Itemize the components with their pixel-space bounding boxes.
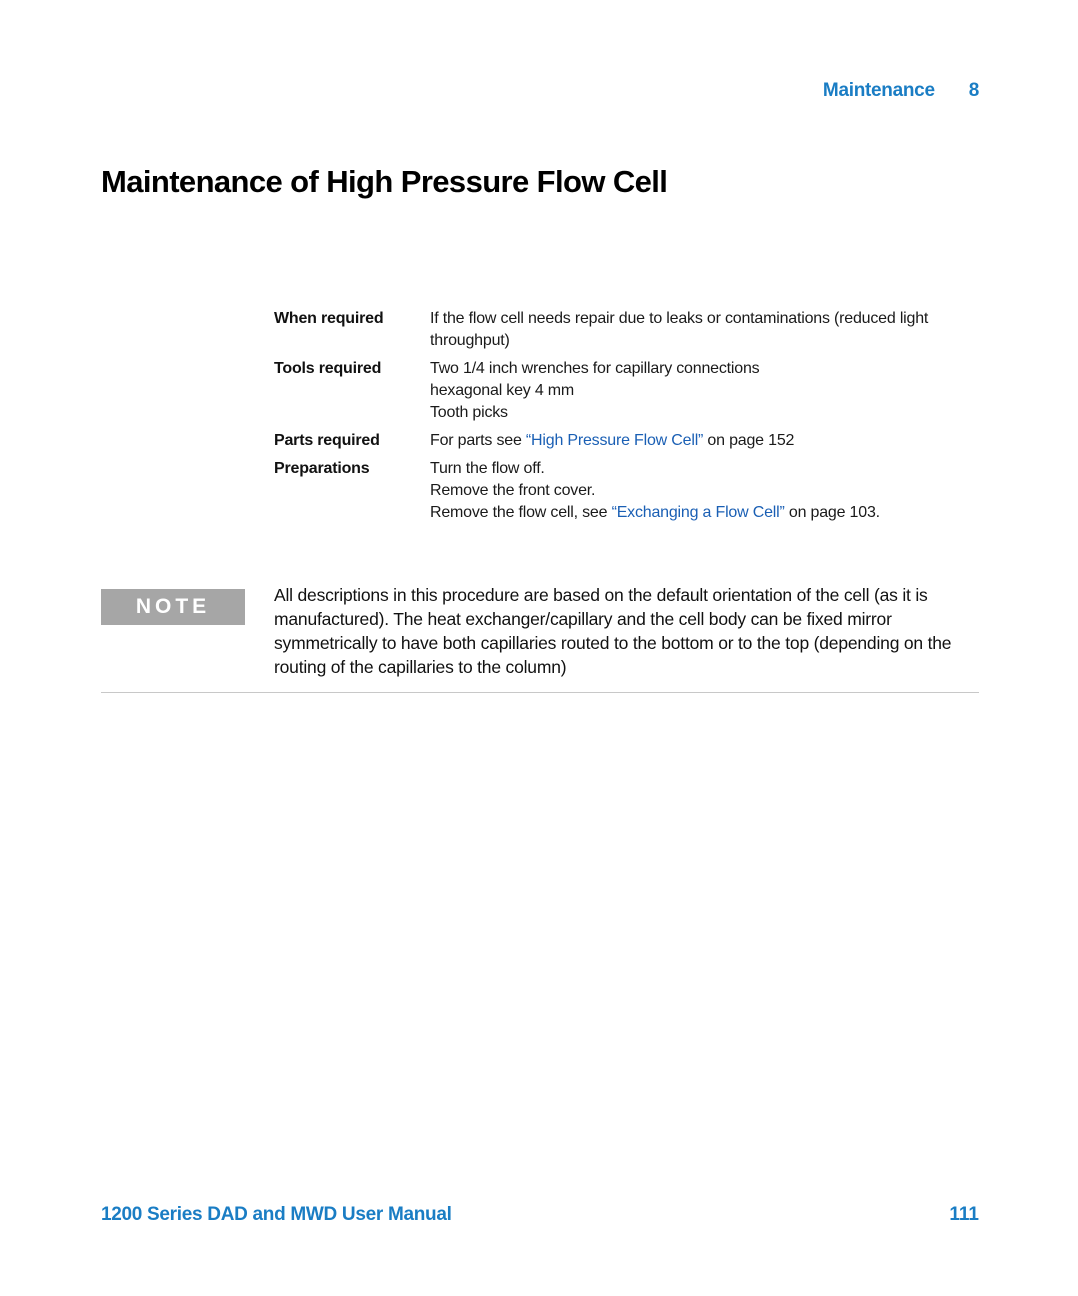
requirement-row-preparations	[274, 458, 974, 524]
requirement-text: For parts see	[430, 432, 526, 449]
requirement-line: Tooth picks	[430, 404, 508, 421]
requirements-table	[274, 308, 974, 530]
requirement-label: Tools required	[274, 360, 382, 377]
note-divider	[101, 692, 979, 693]
requirement-line: Two 1/4 inch wrenches for capillary connections	[430, 360, 760, 377]
requirement-text: on page 152	[703, 432, 795, 449]
high-pressure-flow-cell-link[interactable]: “High Pressure Flow Cell”	[525, 432, 704, 449]
note-text: All descriptions in this procedure are based on the default orientation of the cell (as it is manufactured). The heat exchanger/capillary and the cell body can be fixed mirror symmetrically to have both capillaries routed to the bottom or to the top (depending on the routing of the capillaries to the column)	[274, 585, 952, 677]
requirement-line: throughput)	[430, 332, 510, 349]
requirement-line: hexagonal key 4 mm	[430, 382, 575, 399]
footer-page-number: 111	[949, 1204, 979, 1225]
requirement-value	[430, 430, 974, 452]
running-header	[823, 80, 979, 102]
requirement-value	[430, 358, 974, 424]
requirement-line: Remove the front cover.	[430, 482, 596, 499]
requirement-row-when	[274, 308, 974, 352]
requirement-row-tools	[274, 358, 974, 424]
requirement-value	[430, 308, 974, 352]
requirement-row-parts	[274, 430, 974, 452]
requirement-text: Remove the flow cell, see	[430, 504, 612, 521]
requirement-label: Parts required	[274, 432, 380, 449]
requirement-line: Turn the flow off.	[430, 460, 545, 477]
exchanging-flow-cell-link[interactable]: “Exchanging a Flow Cell”	[611, 504, 785, 521]
requirement-label: When required	[274, 310, 384, 327]
requirement-value	[430, 458, 974, 524]
requirement-line: If the flow cell needs repair due to leaks or contaminations (reduced light	[430, 310, 929, 327]
footer-manual-title: 1200 Series DAD and MWD User Manual	[101, 1204, 452, 1225]
requirement-label: Preparations	[274, 460, 370, 477]
note-badge: NOTE	[101, 589, 245, 625]
requirement-line	[430, 502, 974, 524]
requirement-text: on page 103.	[784, 504, 880, 521]
page-title: Maintenance of High Pressure Flow Cell	[101, 164, 668, 199]
header-section: Maintenance	[822, 80, 935, 101]
header-chapter-number: 8	[968, 80, 979, 101]
